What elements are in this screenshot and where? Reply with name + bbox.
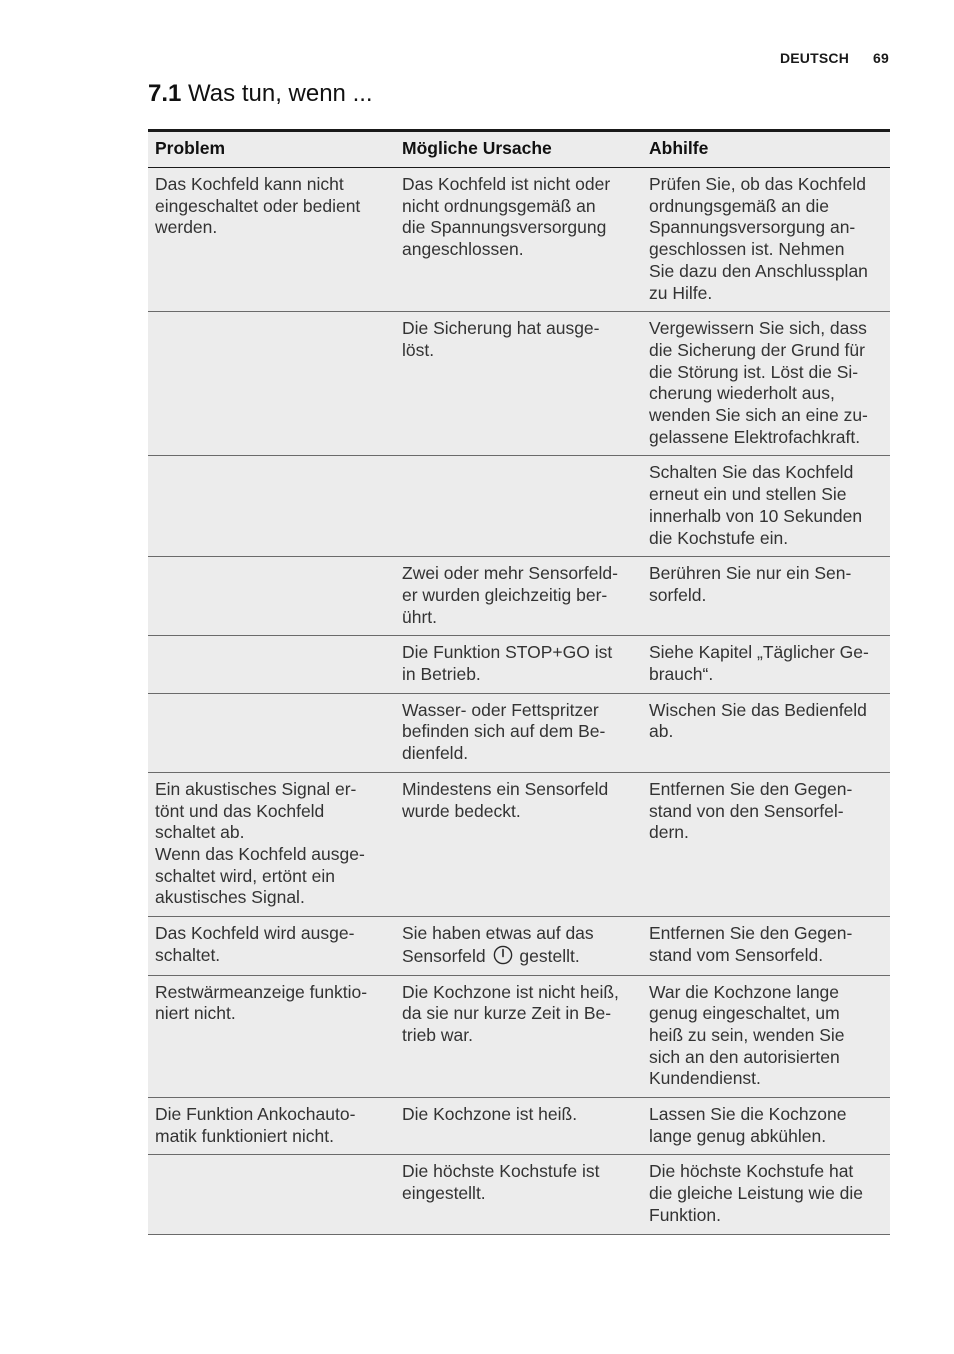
problem-cell: Das Kochfeld kann nicht eingeschaltet oder bedient werden. xyxy=(148,168,395,312)
cause-cell: Die Sicherung hat ausge- löst. xyxy=(395,312,642,456)
page-number: 69 xyxy=(873,50,889,66)
problem-cell xyxy=(148,693,395,772)
section-title xyxy=(148,80,373,108)
remedy-cell: Vergewissern Sie sich, dass die Sicherung der Grund für die Störung ist. Löst die Si- cherung wiederholt aus, wenden Sie sich an eine zu- gelassene Elektrofachkraft. xyxy=(642,312,890,456)
remedy-cell: Prüfen Sie, ob das Kochfeld ordnungsgemäß an die Spannungsversorgung an- geschlossen ist. Nehmen Sie dazu den Anschlussplan zu Hilfe. xyxy=(642,168,890,312)
cause-text-line1: Sie haben etwas auf das xyxy=(402,923,594,944)
cause-text-post-icon: gestellt. xyxy=(519,945,580,966)
problem-cell xyxy=(148,456,395,557)
table-row xyxy=(148,693,890,772)
table-row xyxy=(148,168,890,312)
table-row xyxy=(148,1098,890,1155)
problem-cell xyxy=(148,1155,395,1234)
table-row xyxy=(148,1155,890,1234)
remedy-cell: Lassen Sie die Kochzone lange genug abkühlen. xyxy=(642,1098,890,1155)
remedy-cell: War die Kochzone lange genug eingeschaltet, um heiß zu sein, wenden Sie sich an den autorisierten Kundendienst. xyxy=(642,975,890,1098)
table-row xyxy=(148,557,890,636)
problem-cell: Ein akustisches Signal er- tönt und das Kochfeld schaltet ab. Wenn das Kochfeld ausge- schaltet wird, ertönt ein akustisches Signal. xyxy=(148,772,395,916)
remedy-cell: Siehe Kapitel „Täglicher Ge- brauch“. xyxy=(642,636,890,693)
column-header-problem: Problem xyxy=(148,131,395,168)
table-row xyxy=(148,975,890,1098)
problem-cell xyxy=(148,557,395,636)
cause-cell xyxy=(395,917,642,975)
cause-cell: Mindestens ein Sensorfeld wurde bedeckt. xyxy=(395,772,642,916)
problem-cell: Das Kochfeld wird ausge- schaltet. xyxy=(148,917,395,975)
remedy-cell: Schalten Sie das Kochfeld erneut ein und stellen Sie innerhalb von 10 Sekunden die Kochstufe ein. xyxy=(642,456,890,557)
remedy-cell: Berühren Sie nur ein Sen- sorfeld. xyxy=(642,557,890,636)
power-icon xyxy=(493,945,513,965)
remedy-cell: Wischen Sie das Bedienfeld ab. xyxy=(642,693,890,772)
table-row xyxy=(148,636,890,693)
cause-cell: Die höchste Kochstufe ist eingestellt. xyxy=(395,1155,642,1234)
cause-text-pre-icon: Sensorfeld xyxy=(402,945,486,966)
cause-cell: Die Funktion STOP+GO ist in Betrieb. xyxy=(395,636,642,693)
table-row xyxy=(148,917,890,975)
section-number: 7.1 xyxy=(148,80,182,107)
cause-cell: Die Kochzone ist nicht heiß, da sie nur kurze Zeit in Be- trieb war. xyxy=(395,975,642,1098)
cause-cell: Die Kochzone ist heiß. xyxy=(395,1098,642,1155)
cause-cell: Wasser- oder Fettspritzer befinden sich auf dem Be- dienfeld. xyxy=(395,693,642,772)
problem-cell xyxy=(148,636,395,693)
table-row xyxy=(148,772,890,916)
problem-cell: Restwärmeanzeige funktio- niert nicht. xyxy=(148,975,395,1098)
cause-cell: Zwei oder mehr Sensorfeld- er wurden gleichzeitig ber- ührt. xyxy=(395,557,642,636)
troubleshooting-table xyxy=(148,129,890,1235)
table-header-row xyxy=(148,131,890,168)
remedy-cell: Entfernen Sie den Gegen- stand von den Sensorfel- dern. xyxy=(642,772,890,916)
cause-cell: Das Kochfeld ist nicht oder nicht ordnungsgemäß an die Spannungsversorgung angeschlossen. xyxy=(395,168,642,312)
table-row xyxy=(148,456,890,557)
column-header-remedy: Abhilfe xyxy=(642,131,890,168)
cause-cell xyxy=(395,456,642,557)
header-language: DEUTSCH xyxy=(779,50,850,66)
table-row xyxy=(148,312,890,456)
problem-cell xyxy=(148,312,395,456)
remedy-cell: Entfernen Sie den Gegen- stand vom Sensorfeld. xyxy=(642,917,890,975)
column-header-cause: Mögliche Ursache xyxy=(395,131,642,168)
section-title-text: Was tun, wenn ... xyxy=(188,80,373,107)
remedy-cell: Die höchste Kochstufe hat die gleiche Leistung wie die Funktion. xyxy=(642,1155,890,1234)
problem-cell: Die Funktion Ankochauto- matik funktioniert nicht. xyxy=(148,1098,395,1155)
page-header xyxy=(780,50,889,66)
